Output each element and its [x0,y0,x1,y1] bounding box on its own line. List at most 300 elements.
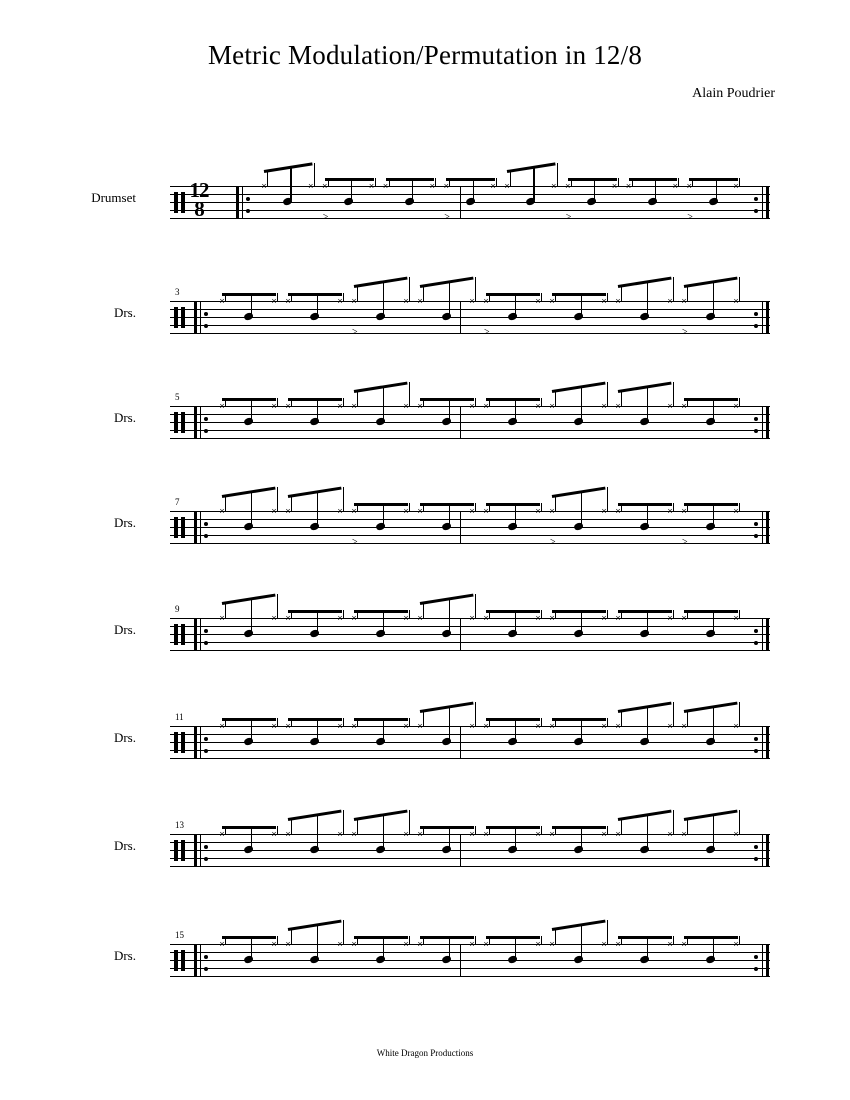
beam [264,162,313,173]
barline [766,406,769,439]
stem [647,706,648,740]
repeat-dots [754,517,758,537]
stem [555,390,556,406]
beam [420,702,474,713]
x-notehead: × [429,181,435,191]
staff [170,721,770,758]
stem [555,610,556,618]
x-notehead: × [285,506,291,516]
stem [343,810,344,834]
stem [251,936,252,958]
beam [354,610,408,613]
beam [684,277,738,288]
x-notehead: × [615,506,621,516]
stem [343,293,344,301]
x-notehead: × [601,829,607,839]
barline [194,406,197,439]
x-notehead: × [549,401,555,411]
stem [449,826,450,848]
staff-line [170,325,770,326]
barline [460,726,461,759]
staff-line [170,650,770,651]
repeat-dots [204,840,208,860]
stem [489,718,490,726]
repeat-dot [754,417,758,421]
staff-line [170,527,770,528]
measure-number: 9 [175,604,180,614]
stem [541,293,542,301]
stem [383,936,384,958]
x-notehead: × [271,401,277,411]
staff-line [170,414,770,415]
clef-bar [181,192,185,213]
stem [475,398,476,406]
x-notehead: × [549,613,555,623]
beam [552,718,606,721]
measure-number: 3 [175,287,180,297]
clef-bar [181,840,185,861]
stem [739,810,740,834]
beam [684,610,738,613]
stem [314,163,315,186]
x-notehead: × [469,296,475,306]
stem [541,503,542,511]
stem [510,170,511,186]
notehead [708,197,719,206]
x-notehead: × [615,296,621,306]
stem [678,178,679,186]
x-notehead: × [219,721,225,731]
barline [762,301,763,334]
clef-bar [181,412,185,433]
accent-articulation [484,327,490,338]
stem [541,398,542,406]
x-notehead: × [417,939,423,949]
x-notehead: × [483,939,489,949]
x-notehead: × [681,296,687,306]
repeat-dot [204,955,208,959]
repeat-dot [204,312,208,316]
staff-line [170,750,770,751]
stem [673,382,674,406]
stem [647,610,648,632]
barline [762,406,763,439]
stem [692,178,693,186]
beam [420,277,474,288]
stem [449,178,450,186]
notehead [309,955,320,964]
x-notehead: × [601,939,607,949]
stem [571,178,572,186]
stem [621,390,622,406]
measure-number: 7 [175,497,180,507]
x-notehead: × [681,613,687,623]
stem [647,814,648,848]
stem [409,810,410,834]
x-notehead: × [403,613,409,623]
repeat-dot [754,737,758,741]
x-notehead: × [601,613,607,623]
barline [194,834,197,867]
notehead [507,737,518,746]
stem [687,503,688,511]
beam [222,398,276,401]
x-notehead: × [625,181,632,191]
clef-bar [174,624,178,645]
beam [486,826,540,829]
notehead [526,197,537,206]
percussion-clef-icon [174,732,186,753]
x-notehead: × [285,721,291,731]
barline [766,834,769,867]
staff-line [170,866,770,867]
stem [716,178,717,200]
x-notehead: × [337,613,343,623]
beam [618,277,672,288]
x-notehead: × [337,721,343,731]
x-notehead: × [219,401,225,411]
percussion-clef-icon [174,412,186,433]
accent-articulation [323,212,329,223]
stem [515,398,516,420]
stem [409,610,410,618]
notehead [573,737,584,746]
barline [762,511,763,544]
stem [515,936,516,958]
stem [317,293,318,315]
barline [460,944,461,977]
x-notehead: × [271,506,277,516]
beam [288,398,342,401]
notehead [573,955,584,964]
x-notehead: × [271,613,277,623]
x-notehead: × [337,939,343,949]
notehead [441,955,452,964]
notehead [309,522,320,531]
beam [684,398,738,401]
x-notehead: × [733,829,739,839]
stem [515,718,516,740]
beam [486,718,540,721]
beam [568,178,617,181]
clef-bar [181,950,185,971]
notehead [375,417,386,426]
x-notehead: × [681,401,687,411]
stem [541,718,542,726]
stem [555,495,556,511]
notehead [375,955,386,964]
stem [607,293,608,301]
time-signature-denominator: 8 [194,197,204,221]
beam [552,610,606,613]
x-notehead: × [490,181,496,191]
x-notehead: × [271,829,277,839]
repeat-dot [204,429,208,433]
stem [621,503,622,511]
stem [383,503,384,525]
notehead [639,417,650,426]
repeat-dots [204,732,208,752]
stem [557,163,558,186]
staff-line [170,642,770,643]
x-notehead: × [368,181,375,191]
instrument-label: Drs. [113,948,136,963]
x-notehead: × [351,939,357,949]
instrument-label: Drs. [113,730,136,745]
stem [343,487,344,511]
staff [170,296,770,333]
x-notehead: × [615,939,621,949]
accent-articulation [682,327,688,338]
notehead [573,312,584,321]
barline [236,186,239,219]
measure-number: 13 [175,820,184,830]
stem [251,491,252,525]
stem [412,178,413,200]
x-notehead: × [483,506,489,516]
x-notehead: × [681,939,687,949]
stem [713,706,714,740]
stem [541,610,542,618]
stem [449,598,450,632]
notehead [573,522,584,531]
beam [618,382,672,393]
stem [687,710,688,726]
barline [194,301,197,334]
repeat-dot [754,197,758,201]
stem [423,826,424,834]
notehead [375,629,386,638]
staff [170,939,770,976]
beam [420,594,474,605]
x-notehead: × [615,721,621,731]
notehead [507,629,518,638]
staff-line [170,634,770,635]
x-notehead: × [337,401,343,411]
beam [288,487,342,498]
stem [449,281,450,315]
x-notehead: × [337,829,343,839]
beam [222,487,276,498]
notehead [309,312,320,321]
x-notehead: × [219,829,225,839]
instrument-label: Drs. [113,305,136,320]
stem [225,398,226,406]
beam [507,162,556,173]
beam [420,398,474,401]
x-notehead: × [667,829,673,839]
beam [446,178,495,181]
beam [222,293,276,296]
stem [383,718,384,740]
beam [689,178,738,181]
stem [555,928,556,944]
notehead [243,522,254,531]
notehead [283,197,294,206]
staff [170,506,770,543]
notehead [705,312,716,321]
stem [555,826,556,834]
staff [170,401,770,438]
beam [222,718,276,721]
x-notehead: × [733,181,739,191]
stem [357,818,358,834]
stem [607,826,608,834]
notehead [441,737,452,746]
beam [618,503,672,506]
accent-articulation [444,212,450,223]
x-notehead: × [681,506,687,516]
x-notehead: × [681,721,687,731]
accent-articulation [550,537,556,548]
stem [647,503,648,525]
staff [170,613,770,650]
notehead [573,629,584,638]
x-notehead: × [535,939,541,949]
repeat-dot [754,522,758,526]
x-notehead: × [733,721,739,731]
stem [277,293,278,301]
x-notehead: × [469,939,475,949]
stem [713,398,714,420]
x-notehead: × [615,829,621,839]
notehead [375,312,386,321]
stem [225,602,226,618]
stem [343,610,344,618]
repeat-dot [754,324,758,328]
stem [515,610,516,632]
stem [357,610,358,618]
notehead [243,417,254,426]
stem [251,293,252,315]
beam [684,936,738,939]
staff-line [170,758,770,759]
stem [473,178,474,200]
barline [200,618,201,651]
x-notehead: × [535,401,541,411]
repeat-dots [204,517,208,537]
stem [673,702,674,726]
stem [739,398,740,406]
x-notehead: × [549,721,555,731]
time-signature-numerator: 12 [189,178,209,202]
stem [423,936,424,944]
stem [673,610,674,618]
accent-articulation [566,212,572,223]
stem [739,702,740,726]
beam [288,718,342,721]
x-notehead: × [403,829,409,839]
repeat-dot [754,749,758,753]
percussion-clef-icon [174,517,186,538]
clef-bar [181,307,185,328]
notehead [375,737,386,746]
x-notehead: × [601,401,607,411]
stem [687,285,688,301]
stem [621,610,622,618]
stem [251,718,252,740]
repeat-dot [204,749,208,753]
x-notehead: × [271,939,277,949]
percussion-clef-icon [174,307,186,328]
barline [762,618,763,651]
notehead [243,629,254,638]
beam [684,503,738,506]
stem [225,826,226,834]
percussion-clef-icon [174,840,186,861]
x-notehead: × [667,613,673,623]
stem [423,398,424,406]
clef-bar [174,307,178,328]
stem [383,281,384,315]
beam [618,936,672,939]
repeat-dot [204,967,208,971]
stem [277,718,278,726]
stem [291,495,292,511]
repeat-dot [204,737,208,741]
stem [277,594,278,618]
stem [383,814,384,848]
barline [766,511,769,544]
stem [251,826,252,848]
barline [766,186,769,219]
beam [684,702,738,713]
notehead [309,737,320,746]
barline [762,726,763,759]
stem [317,814,318,848]
stem [277,487,278,511]
x-notehead: × [285,613,291,623]
stem [489,398,490,406]
x-notehead: × [417,721,423,731]
repeat-dot [754,845,758,849]
clef-bar [174,412,178,433]
staff-system [70,475,780,575]
beam [486,610,540,613]
stem [687,936,688,944]
time-signature [186,180,212,220]
stem [449,503,450,525]
measure-number: 5 [175,392,180,402]
staff-line [170,519,770,520]
x-notehead: × [351,721,357,731]
x-notehead: × [483,296,489,306]
staff-line [170,976,770,977]
x-notehead: × [667,401,673,411]
beam [486,503,540,506]
x-notehead: × [337,506,343,516]
barline [194,618,197,651]
repeat-dot [204,857,208,861]
x-notehead: × [667,506,673,516]
clef-bar [174,950,178,971]
staff-system [70,798,780,898]
beam [288,293,342,296]
composer-name: Alain Poudrier [692,86,775,101]
repeat-dots [754,732,758,752]
stem [277,826,278,834]
repeat-dot [204,324,208,328]
stem [225,718,226,726]
stem [409,503,410,511]
stem [389,178,390,186]
beam [552,826,606,829]
stem [409,382,410,406]
staff [170,829,770,866]
x-notehead: × [672,181,678,191]
x-notehead: × [681,829,687,839]
x-notehead: × [549,939,555,949]
